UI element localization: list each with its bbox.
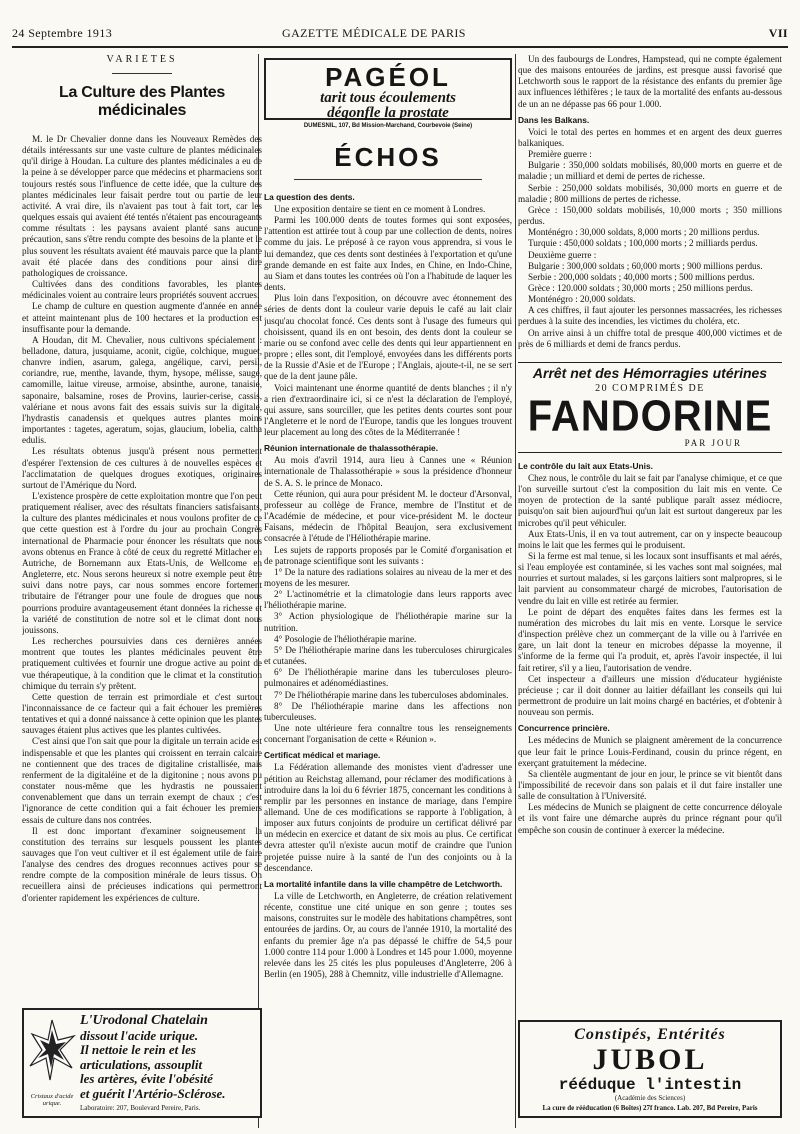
article-paragraph: C'est ainsi que l'on sait que pour la digitale un terrain acide est indispensable et que les plantes qui croissent en terrain calcaire ne contiennent que des traces de digitaline cristallisée, mais renferment de la digitaléine et de la digitonine ; nous avons pu constater nous-même que les hydrastis ne poussaient convenablement que dans un terrain exempt de chaux ; c'est l'ignorance de cette condition qui a fait échouer les premiers essais de culture dans nos contrées. bbox=[22, 736, 262, 825]
article-paragraph: A Houdan, dit M. Chevalier, nous cultivons spécialement : belladone, datura, jusquiame, aconit, cigüe, colchique, muguet, chanvre indien, asarum, galega, angélique, carvi, persil, coriandre, rue, menthe, lavande, thym, hysope, mélisse, sauge, camomille, laitue vireuse, armoise, absinthe, aurone, tanaisie, saponaire, balsamine, roses de Provins, laurier-cerise, cassis, valériane et nous avons fait des essais suivis sur la digitale, l'hydrastis canadensis et quelques autres plantes moins importantes : tagetes, ageratum, sojas, glaucium, lobelia, caltha edulis. bbox=[22, 334, 262, 446]
article-paragraph: Serbie : 250,000 soldats mobilisés, 30,000 morts en guerre et de maladie ; 800 millions de pertes de richesse. bbox=[518, 182, 782, 204]
article-paragraph: 5° De l'héliothérapie marine dans les tuberculoses chirurgicales et cutanées. bbox=[264, 644, 512, 667]
pageol-advertisement bbox=[264, 58, 512, 129]
article-paragraph: Le champ de culture en question augmente d'année en année et atteint maintenant plus de 100 hectares et la production est insuffisante pour la demande. bbox=[22, 301, 262, 334]
header-page-number: VII bbox=[768, 26, 788, 40]
crystal-icon bbox=[28, 1018, 76, 1088]
section-heading: La question des dents. bbox=[264, 192, 355, 202]
column-left bbox=[22, 54, 262, 1124]
fandorine-brand: FANDORINE bbox=[527, 391, 773, 441]
header-date: 24 Septembre 1913 bbox=[12, 26, 113, 40]
article-paragraph: Monténégro : 30,000 soldats, 8,000 morts ; 20 millions perdus. bbox=[528, 227, 760, 238]
article-paragraph: Cette question de terrain est primordiale et c'est surtout l'inconnaissance de ce facteur qui a fait échouer les premières tentatives et qui a donné naissance à cette opinion que les plantes sauvages étaient plus actives que les plantes cultivées. bbox=[22, 691, 262, 736]
article-paragraph: Cette réunion, qui aura pour président M. le docteur d'Arsonval, professeur au collège de France, membre de l'Institut et de l'Académie de médecine, et pour vice-président M. le docteur Faisans, médecin de l'hôpital Beaujon, sera exclusivement consacrée à l'étude de l'Héliothérapie marine. bbox=[264, 488, 512, 544]
article-paragraph: Au mois d'avril 1914, aura lieu à Cannes une « Réunion internationale de Thalassothérapie » sous la présidence d'honneur de S. A. S. le prince de Monaco. bbox=[264, 455, 512, 488]
article-paragraph: Les recherches poursuivies dans ces dernières années montrent que toutes les plantes médicinales peuvent être pratiquement cultivées et fournir une drogue active au point de vue thérapeutique, à la condition que le climat et la constitution chimique du terrain s'y prêtent. bbox=[22, 636, 262, 691]
article-paragraph: 7° De l'héliothérapie marine dans les tuberculoses abdominales. bbox=[274, 689, 509, 700]
article-paragraph: Aux Etats-Unis, il en va tout autrement, car on y inspecte beaucoup moins le lait que les fermes qui le produisent. bbox=[518, 528, 782, 550]
pageol-tagline-2: dégonfle la prostate bbox=[327, 105, 449, 121]
urodonal-line-2: dissout l'acide urique. bbox=[80, 1027, 199, 1043]
article-paragraph: Grèce : 120.000 soldats ; 30,000 morts ; 250 millions perdus. bbox=[528, 282, 753, 293]
pageol-brand: PAGÉOL bbox=[325, 62, 451, 92]
section-heading: Dans les Balkans. bbox=[518, 114, 590, 125]
article-paragraph: Le point de départ des enquêtes faites dans les fermes est la numération des microbes du lait mis en vente. Lorsque le service d'inspection prélève chez un commerçant de la ville ou à l'arrivée en gare, un lait dont la teneur en microbes dépasse la moyenne, il s'informe de la ferme qui l'a produit, et, après l'avoir inspectée, il lui fait retirer, s'il y a lieu, l'autorisation de vendre. bbox=[518, 606, 782, 673]
article-paragraph: Monténégro : 20,000 soldats. bbox=[528, 294, 636, 305]
section-heading: Réunion internationale de thalassothérapie. bbox=[264, 443, 439, 454]
urodonal-address: Laboratoire: 207, Boulevard Pereire, Paris. bbox=[80, 1104, 201, 1112]
article-title: La Culture des Plantes médicinales bbox=[59, 84, 225, 119]
article-paragraph: Bulgarie : 350,000 soldats mobilisés, 80,000 morts en guerre et de maladie ; un milliard et demi de pertes de richesse. bbox=[518, 160, 782, 182]
article-paragraph: Bulgarie : 300,000 soldats ; 60,000 morts ; 900 millions perdus. bbox=[528, 260, 763, 271]
article-paragraph: M. le Dr Chevalier donne dans les Nouveaux Remèdes des détails intéressants sur une vaste culture de plantes médicinales qu'il dirige à Houdan. La culture des plantes médicinales a eu de la peine à se développer parce que médecins et pharmaciens sont toujours restés sous l'influence de cette idée, que la culture des plantes médicinales leur faisait perdre tout ou partie de leur activité. A vrai dire, ils n'avaient pas tout à fait tort, car les quelques essais qui avaient été tentés n'étaient pas encourageants comme résultats : les paysans avaient planté sans aucune précaution, sans s'être rendu compte des besoins de la plante et le plus souvent les résultats avaient été mauvais parce que la plante avait été placée dans des conditions pour ainsi dire pathologiques de croissance. bbox=[22, 134, 262, 278]
article-paragraph: 4° Posologie de l'héliothérapie marine. bbox=[274, 633, 417, 644]
pageol-address: DUMESNIL, 107, Bd Mission-Marchand, Courbevoie (Seine) bbox=[303, 123, 473, 129]
fandorine-headline: Arrêt net des Hémorragies utérines bbox=[532, 364, 768, 381]
kicker-rule bbox=[112, 73, 172, 74]
article-paragraph: Serbie : 200,000 soldats ; 40,000 morts ; 500 millions perdus. bbox=[528, 271, 755, 282]
article-paragraph: Deuxième guerre : bbox=[528, 249, 597, 260]
article-paragraph: Voici maintenant une énorme quantité de dents blanches ; il n'y a rien d'extraordinaire ici, si ce n'est la déclaration de l'employé, qui assure, sans sourciller, que les petites dents courtes sont pour l'Angleterre et le nord de l'Europe, tandis que les longues trouvent leur placement au long des côtes de la Méditerranée ! bbox=[264, 382, 512, 438]
section-heading: Concurrence princière. bbox=[518, 723, 610, 734]
jubol-headline: Constipés, Entérités bbox=[574, 1026, 726, 1043]
article-paragraph: Les résultats obtenus jusqu'à présent nous permettent d'espérer l'extension de ces cultures à de nouvelles espèces et l'acclimatation de quelques drogues exotiques, originaires surtout de l'Amérique du Nord. bbox=[22, 446, 262, 490]
article-paragraph: On arrive ainsi à un chiffre total de presque 400,000 victimes et de près de 6 milliards et demi de francs perdus. bbox=[518, 327, 782, 349]
urodonal-line-3: Il nettoie le rein et les bbox=[80, 1042, 196, 1057]
jubol-address: La cure de rééducation (6 Boîtes) 27f franco. Lab. 207, Bd Pereire, Paris bbox=[542, 1104, 758, 1112]
article-paragraph: La Fédération allemande des monistes vient d'adresser une pétition au Reichstag allemand, pour réclamer des modifications à introduire dans la loi du 6 février 1875, concernant les conditions à remplir par les personnes en instance de mariage, dans l'empire allemand. Une de ces modifications se rapporte à l'obligation, à imposer aux futurs conjoints de produire un certificat délivré par un médecin en exercice et datant de six mois au plus. Ce certificat devra attester qu'il n'existe aucun motif de craindre que l'union projetée puisse nuire à la santé de l'un des conjoints ou à la descendance. bbox=[264, 762, 512, 873]
jubol-advertisement bbox=[518, 1020, 782, 1118]
echos-rule bbox=[294, 179, 482, 180]
article-paragraph: Un des faubourgs de Londres, Hampstead, qui ne compte également que des maisons entourées de jardins, est presque aussi favorisé que Letchworth sous le rapport de la résistance des enfants du premier âge aux influences léthifères ; le taux de la mortalité des enfants au-dessous de un an ne dépasse pas 66 pour 1.000. bbox=[518, 54, 782, 109]
column-middle bbox=[264, 54, 512, 1124]
article-paragraph: Plus loin dans l'exposition, on découvre avec étonnement des séries de dents dont la couleur varie depuis le café au lait clair jusqu'au chocolat foncé. Ces dents sont à l'usage des fumeurs qui choisissent, quand ils en ont besoin, des dents dont la couleur se marie ou se confond avec celle des dents qui leur appartiennent en propre ; elles sont, dit l'employé, envoyées dans les différents ports de la Russie d'Asie et de l'Europe ; l'Anglais, ajoute-t-il, ne se sert que de la dent jaune pâle. bbox=[264, 293, 512, 382]
article-paragraph: Première guerre : bbox=[528, 149, 592, 160]
urodonal-line-5: les artères, évite l'obésité bbox=[80, 1071, 213, 1086]
urodonal-line-6: et guérit l'Artério-Sclérose. bbox=[80, 1085, 226, 1101]
section-heading: La mortalité infantile dans la ville champêtre de Letchworth. bbox=[264, 878, 503, 889]
section-heading: Le contrôle du lait aux Etats-Unis. bbox=[518, 460, 653, 471]
jubol-tagline: rééduque l'intestin bbox=[558, 1076, 742, 1094]
urodonal-advertisement bbox=[22, 1008, 262, 1118]
article-paragraph: A ces chiffres, il faut ajouter les personnes massacrées, les richesses perdues à la suite des incendies, les victimes du choléra, etc. bbox=[518, 305, 782, 327]
article-paragraph: Cet inspecteur a d'ailleurs une mission d'éducateur hygiéniste précieuse ; car il doit donner au laitier défaillant les conseils qui lui permettront de produire un lait moins chargé en bactéries, et d'obtenir à nouveau son permis. bbox=[518, 673, 782, 718]
crystal-caption: Cristaux d'acide urique. bbox=[30, 1093, 74, 1107]
header-rule bbox=[12, 46, 788, 48]
article-paragraph: 6° De l'héliothérapie marine dans les tuberculoses pleuro-pulmonaires et adénomédiastines. bbox=[264, 667, 512, 689]
article-paragraph: Cultivées dans des conditions favorables, les plantes médicinales voient au contraire leurs propriétés souvent accrues. bbox=[22, 279, 262, 301]
echos-heading: ÉCHOS bbox=[334, 142, 442, 172]
article-paragraph: Chez nous, le contrôle du lait se fait par l'analyse chimique, et ce que l'on surveille surtout c'est la composition du lait mis en vente. Ce moyen de protection de la santé publique paraît assez médiocre, puisqu'on sait bien aujourd'hui qu'un lait est surtout dangereux par les microbes qu'il peut véhiculer. bbox=[518, 472, 782, 528]
column-right bbox=[518, 54, 782, 1124]
article-paragraph: Sa clientèle augmentant de jour en jour, le prince se vit bientôt dans l'impossibilité de recevoir dans son palais et il dut faire installer une salle de consultation à l'Université. bbox=[518, 768, 782, 802]
article-paragraph: Parmi les 100.000 dents de toutes formes qui sont exposées, l'attention est attirée tout à coup par une collection de dents, noires comme du jais. Le préposé à ce rayon vous apprendra, si vous le lui demandez, que ces dents sont destinées à l'exportation et qu'une grande demande en est faite aux Indes, en Chine, en Indo-Chine, au Siam et dans toutes les contrées où l'on a l'habitude de laquer les dents. bbox=[264, 215, 512, 293]
fandorine-subline: 20 COMPRIMÉS DE bbox=[595, 382, 705, 394]
page-header bbox=[12, 26, 788, 42]
article-paragraph: L'existence prospère de cette exploitation montre que l'on peut pratiquement réaliser, avec des résultats financiers satisfaisants, la culture des plantes médicinales et nous voulons profiter de ce que cette question est à l'ordre du jour au prochain Congrès international de Pharmacie pour énoncer les résultats que nous avons obtenus en France à côté de ceux du regretté Mitlacher en Autriche, de Bornemann aux Etats-Unis, de Wellcome en Angleterre, etc. Nous serons heureux si notre exemple peut être suivi dans notre pays, car nous sommes encore fortement tributaire de l'étranger pour une foule de drogues que nous pourrions produire avantageusement étant données la richesse et la variété de constitution de notre sol et le climat dont nous jouissons. bbox=[22, 491, 262, 635]
article-paragraph: Les médecins de Munich se plaignent amèrement de la concurrence que leur fait le prince Louis-Ferdinand, cousin du prince régent, en exerçant gratuitement la médecine. bbox=[518, 735, 782, 768]
jubol-brand: JUBOL bbox=[592, 1043, 708, 1076]
article-paragraph: Une exposition dentaire se tient en ce moment à Londres. bbox=[274, 204, 486, 214]
header-title: GAZETTE MÉDICALE DE PARIS bbox=[282, 26, 466, 40]
article-paragraph: Turquie : 450,000 soldats ; 100,000 morts ; 2 milliards perdus. bbox=[528, 238, 758, 249]
article-paragraph: Voici le total des pertes en hommes et en argent des deux guerres balkaniques. bbox=[518, 126, 782, 148]
article-paragraph: Si la ferme est mal tenue, si les locaux sont insuffisants et mal aérés, si l'eau employée est contaminée, si les vaches sont mal soignées, mal nourries et surtout malades, si les garçons laitiers sont malpropres, si le lait parvient au consommateur chargé de microbes, l'autorisation de vendre du lait en ville est retirée au fermier. bbox=[518, 551, 782, 606]
article-paragraph: Grèce : 150,000 soldats mobilisés, 10,000 morts ; 350 millions perdus. bbox=[518, 204, 782, 227]
article-paragraph: 1° De la nature des radiations solaires au niveau de la mer et des moyens de les mesurer. bbox=[264, 566, 512, 588]
article-paragraph: 8° De l'héliothérapie marine dans les affections non tuberculeuses. bbox=[264, 700, 512, 722]
article-paragraph: Une note ultérieure fera connaître tous les renseignements concernant l'organisation de cette « Réunion ». bbox=[264, 723, 512, 745]
fandorine-per-day: PAR JOUR bbox=[684, 437, 742, 448]
urodonal-line-1: L'Urodonal Chatelain bbox=[80, 1013, 208, 1028]
section-kicker: VARIÉTÉS bbox=[106, 54, 178, 65]
jubol-note: (Académie des Sciences) bbox=[614, 1094, 686, 1102]
article-paragraph: Il est donc important d'examiner soigneusement la constitution des terrains sur lesquels poussent les plantes sauvages que l'on veut cultiver et il est également utile de faire l'analyse des cendres des drogues reconnues actives pour se rendre compte de la composition minérale de leurs tissus. On recueillera ainsi de précieuses indications qui permettront d'orienter rapidement les expériences de culture. bbox=[22, 825, 262, 903]
uric-acid-crystals-illustration bbox=[28, 1018, 76, 1107]
fandorine-advertisement bbox=[518, 362, 782, 453]
article-paragraph: Les médecins de Munich se plaignent de cette concurrence déloyale et ils vont faire une démarche auprès du prince régnant pour qu'il empêche son cousin de continuer à exercer la médecine. bbox=[518, 802, 782, 835]
article-paragraph: Les sujets de rapports proposés par le Comité d'organisation et de patronage scientifique sont les suivants : bbox=[264, 544, 512, 566]
article-paragraph: La ville de Letchworth, en Angleterre, de création relativement récente, constitue une cité unique en son genre ; toutes ses maisons, construites sur le modèle des habitations champêtres, sont entourées de jardins. Or, au cours de l'année 1910, la mortalité des enfants du premier âge n'a pas dépassé le chiffre de 54,5 pour 1.000 contre 114 pour 1.000 à Londres et 145 pour 1.000, moyenne relevée dans les 25 cités les plus populeuses d'Angleterre, 206 à Berlin (en 1905), 288 à Chemnitz, ville industrielle d'Allemagne. bbox=[264, 890, 512, 979]
column-divider-2 bbox=[515, 54, 516, 1128]
article-paragraph: 2° L'actinométrie et la climatologie dans leurs rapports avec l'héliothérapie marine. bbox=[264, 589, 512, 611]
urodonal-line-4: articulations, assouplit bbox=[80, 1056, 203, 1072]
pageol-tagline-1: tarit tous écoulements bbox=[320, 90, 456, 106]
article-paragraph: 3° Action physiologique de l'héliothérapie marine sur la nutrition. bbox=[264, 611, 512, 633]
section-heading: Certificat médical et mariage. bbox=[264, 750, 381, 761]
